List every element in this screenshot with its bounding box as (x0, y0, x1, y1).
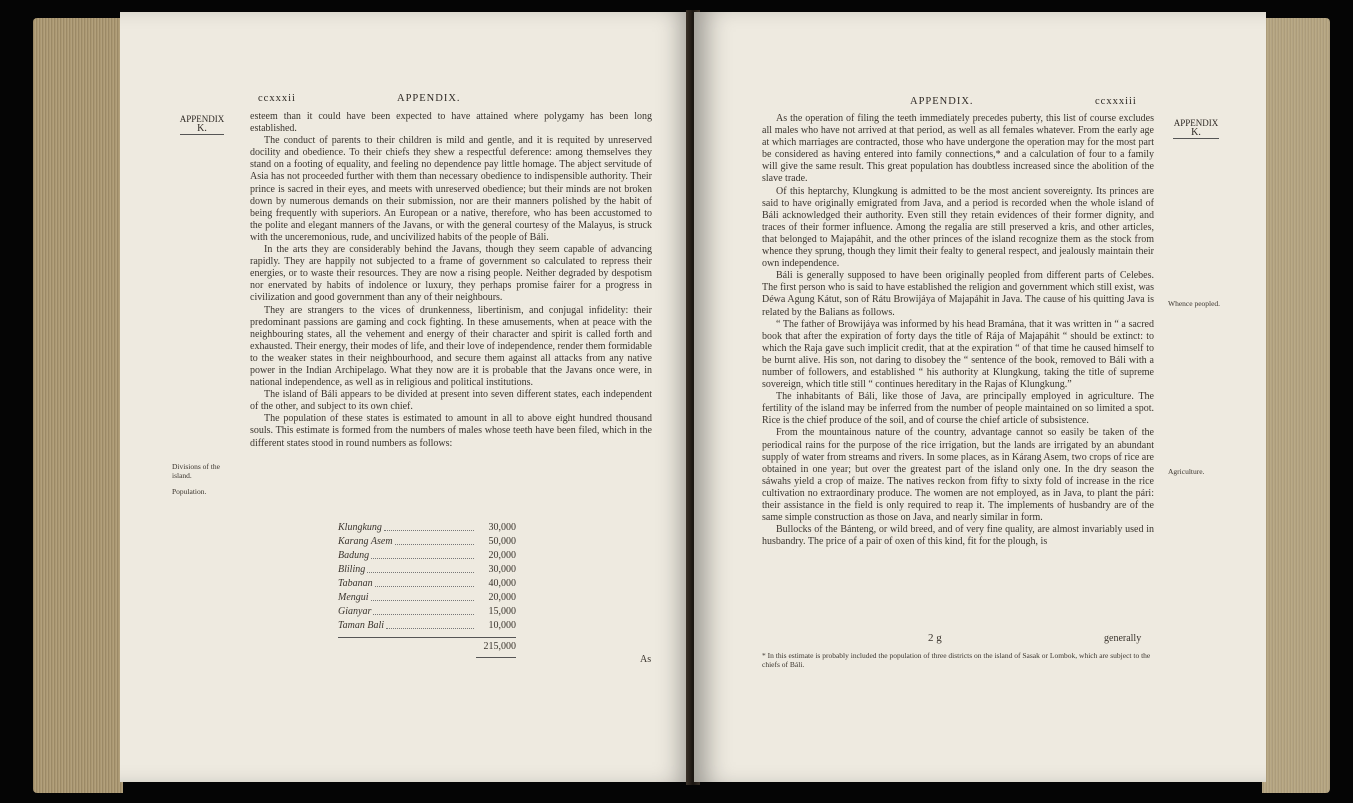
footnote: * In this estimate is probably included the population of three districts on the island of Sasak or Lombok, which are subject to the chiefs of Báli. (762, 651, 1151, 669)
paragraph: The population of these states is estimated to amount in all to above eight hundred thousand souls. This estimate is formed from the numbers of males whose teeth have been filed, which in the different states stood in round numbers as follows: (250, 413, 652, 449)
state-value: 20,000 (488, 550, 516, 561)
state-name: Badung (338, 550, 370, 561)
left-running-head: APPENDIX. (397, 93, 461, 104)
state-name: Mengui (338, 592, 369, 603)
total-underline (476, 654, 516, 658)
right-page-number: ccxxxiii (1095, 96, 1137, 107)
paragraph: As the operation of filing the teeth immediately precedes puberty, this list of course excludes all males who have not arrived at that period, as well as all females whatever. From the early age at which marriages are contracted, those who have undergone the operation may for the most part be considered as having entered into family connections,* and a calculation of four to a family will give the same result. This great population has doubtless increased since the abolition of the slave trade. (762, 113, 1154, 185)
table-row (338, 563, 516, 577)
left-page-edges (33, 18, 123, 793)
table-row (338, 577, 516, 591)
state-value: 30,000 (488, 522, 516, 533)
state-value: 10,000 (488, 620, 516, 631)
right-page-body (762, 113, 1154, 548)
paragraph: Of this heptarchy, Klungkung is admitted to be the most ancient sovereignty. Its princes are said to have originally emigrated from Java, and a period is recorded when the whole island of Báli acknowledged their authority. Even still they retain evidences of their former dignity, and traces of their former influence. Among the regalia are still preserved a kris, and other articles, that belonged to Majapáhit, and the other princes of the island recognize them as the stock from whence they sprung, though they limit their fealty to general respect, and jealously maintain their own independence. (762, 185, 1154, 270)
left-appendix-tag (172, 114, 232, 135)
table-row (338, 605, 516, 619)
left-page-body (250, 111, 652, 450)
table-row (338, 521, 516, 535)
paragraph: Báli is generally supposed to have been originally peopled from different parts of Celebes. The first person who is said to have established the religion and government which still exist, was Déwa Agung Kátut, son of Rátu Browijáya of Majapáhit in Java. The cause of his quitting Java is related by the Balians as follows. (762, 270, 1154, 318)
margin-note-agriculture: Agriculture. (1168, 467, 1205, 476)
paragraph: esteem than it could have been expected to have attained where polygamy has been long established. (250, 111, 652, 135)
state-name: Tabanan (338, 578, 373, 589)
left-catchword: As (640, 654, 652, 665)
state-value: 50,000 (488, 536, 516, 547)
population-table (338, 521, 516, 658)
state-value: 15,000 (488, 606, 516, 617)
state-value: 20,000 (488, 592, 516, 603)
signature-mark: 2 g (928, 632, 942, 644)
paragraph: The inhabitants of Báli, like those of Java, are principally employed in agriculture. The fertility of the island may be inferred from the number of people maintained on so limited a spot. Rice is the chief produce of the soil, and of course the chief article of subsistence. (762, 391, 1154, 427)
table-total: 215,000 (338, 637, 516, 654)
appendix-tag-label: APPENDIX (1173, 118, 1219, 128)
paragraph: Bullocks of the Bánteng, or wild breed, and of very fine quality, are almost invariably used in husbandry. The price of a pair of oxen of this kind, fit for the plough, is (762, 524, 1154, 548)
table-row (338, 619, 516, 633)
state-value: 30,000 (488, 564, 516, 575)
paragraph: From the mountainous nature of the country, advantage cannot so easily be taken of the periodical rains for the purpose of the rice irrigation, but the lands are irrigated by an abundant supply of water from streams and rivers. In some places, as in Kárang Asem, two crops of rice are obtained in one year; but over the greatest part of the island only one. In the dry season the sáwahs yield a crop of maize. The natives reckon from fifty to sixty fold of increase in the rice cultivation no extraordinary produce. The women are not employed, as in Java, to plant the pári: their assistance in the field is only required to reap it. The implements of husbandry are of the same simple construction as those on Java, and nearly similar in form. (762, 427, 1154, 524)
table-row (338, 535, 516, 549)
margin-note-divisions: Divisions of the island. (172, 462, 220, 480)
appendix-tag-label: APPENDIX (179, 114, 225, 124)
appendix-tag-letter: K. (1173, 128, 1219, 139)
state-name: Gianyar (338, 606, 372, 617)
left-page-number: ccxxxii (258, 93, 296, 104)
table-row (338, 591, 516, 605)
state-name: Karang Asem (338, 536, 393, 547)
right-appendix-tag (1165, 118, 1227, 139)
paragraph: The island of Báli appears to be divided at present into seven different states, each independent of the other, and subject to its own chief. (250, 389, 652, 413)
paragraph: The conduct of parents to their children is mild and gentle, and it is requited by unreserved docility and obedience. To their chiefs they shew a respectful deference: among themselves they stand on a footing of equality, and feeling no dependence pay little homage. The abject servitude of Asia has not proceeded further with them than necessary obedience to indispensible authority. Their prince is sacred in their eyes, and meets with unreserved obedience; but their minds are not broken down by numerous demands on their submission, nor are their manners polished by the habit of being frequently with superiors. An European or a native, therefore, who has been accustomed to the polite and elegant manners of the Javans, or with the general courtesy of the Malayus, is struck with the unceremonious, rude, and uncivilized habits of the people of Báli. (250, 135, 652, 243)
appendix-tag-letter: K. (180, 124, 224, 135)
margin-note-population: Population. (172, 487, 207, 496)
paragraph: They are strangers to the vices of drunkenness, libertinism, and conjugal infidelity: their predominant passions are gaming and cock fighting. In these amusements, when at peace with the neighbouring states, all the vehement and energy of their character and spirit is called forth and exhausted. Their energy, their modes of life, and their love of independence, render them formidable to the weaker states in their neighbourhood, and secure them against all attacks from any native power in the Indian Archipelago. What they now are it is probable that the Javans once were, in national independence, as well as in religious and political institutions. (250, 304, 652, 389)
quotation: “ The father of Browijáya was informed by his head Bramána, that it was written in “ a sacred book that after the expiration of forty days the title of Rája of Majapáhit “ should be extinct: to which the Raja gave such implicit credit, that at the expiration “ of that time he caused himself to be burnt alive. His son, not daring to disobey the “ sentence of the book, removed to Báli with a number of followers, and established “ his authority at Klungkung, taking the title of supreme sovereign, which title still “ continues hereditary in the Rajas of Klungkung.” (762, 318, 1154, 391)
right-page-edges (1262, 18, 1330, 793)
right-catchword: generally (1104, 633, 1142, 644)
state-name: Klungkung (338, 522, 382, 533)
state-name: Taman Bali (338, 620, 385, 631)
state-value: 40,000 (488, 578, 516, 589)
state-name: Bliling (338, 564, 366, 575)
right-running-head: APPENDIX. (910, 96, 974, 107)
table-row (338, 549, 516, 563)
paragraph: In the arts they are considerably behind the Javans, though they seem capable of advancing rapidly. They are happily not subjected to a frame of government so calculated to repress their energies, or to waste their resources. They are now a rising people. Neither degraded by despotism nor enervated by habits of indolence or luxury, they perhaps promise fairer for a progress in civilization and good government than any of their neighbours. (250, 244, 652, 304)
margin-note-whence-peopled: Whence peopled. (1168, 299, 1221, 308)
